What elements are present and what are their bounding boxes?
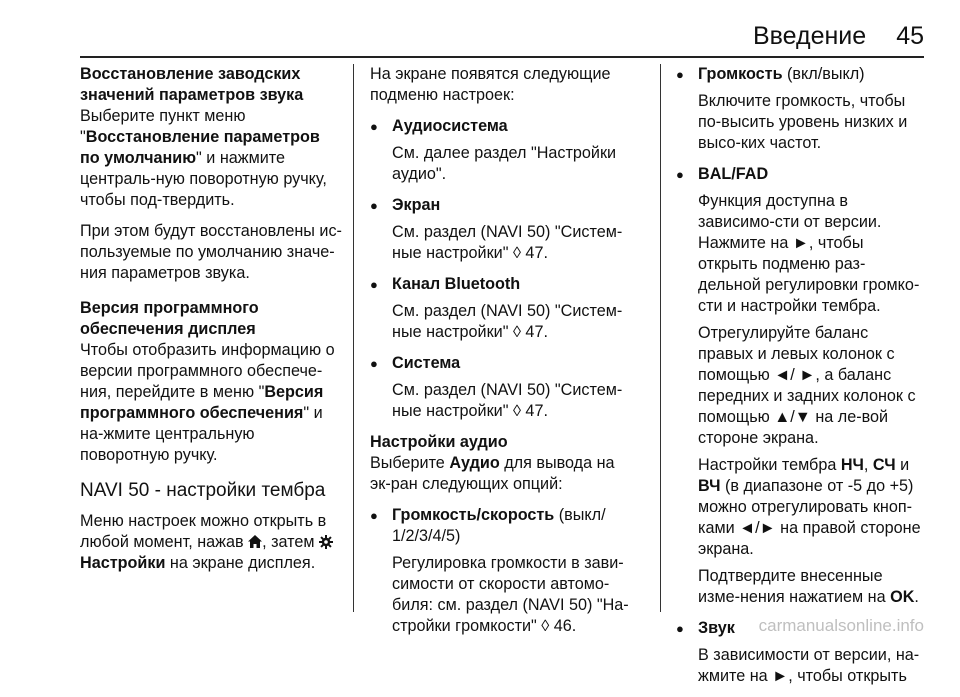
list-item-title: ● Экран bbox=[392, 196, 441, 214]
paragraph bbox=[370, 453, 632, 495]
section-heading-software-version: Версия программного обеспечения дисплея bbox=[80, 299, 259, 338]
paragraph: При этом будут восстановлены ис-пользуемые по умолчанию значе-ния параметров звука. bbox=[80, 222, 342, 282]
list-item-title: ● Звук bbox=[698, 619, 735, 637]
text-run: " и на-жмите центральную поворотную ручку. bbox=[80, 404, 323, 464]
text-run: Подтвердите внесенные изме-нения нажатием на bbox=[698, 567, 891, 606]
text-run: " и нажмите централь-ную поворотную ручку, чтобы под-твердить. bbox=[80, 149, 327, 209]
header-title: Введение bbox=[752, 22, 867, 50]
list-item-title-text: Громкость bbox=[698, 65, 783, 83]
text-run: Выберите пункт меню " bbox=[80, 107, 246, 146]
menu-item-ref: Настройки bbox=[80, 554, 166, 572]
section-heading-factory-sound: Восстановление заводских значений параметров звука bbox=[80, 65, 304, 104]
list-item-text: См. далее раздел "Настройки аудио". bbox=[392, 144, 617, 183]
menu-item-ref: Аудио bbox=[449, 454, 500, 472]
gear-icon bbox=[319, 533, 333, 551]
page-number: 45 bbox=[896, 22, 924, 50]
text-run: , затем bbox=[262, 533, 320, 551]
menu-item-ref: Восстановление параметров по умолчанию bbox=[80, 128, 320, 167]
list-item bbox=[370, 195, 632, 264]
text-run: (выкл/ 1/2/3/4/5) bbox=[392, 506, 606, 545]
list-item-text: Регулировка громкости в зави-симости от скорости автомо-биля: см. раздел (NAVI 50) "На-стройки громкости" ◊ 46. bbox=[392, 554, 629, 635]
list-item-text: См. раздел (NAVI 50) "Систем-ные настройки" ◊ 47. bbox=[392, 302, 623, 341]
list-item-title: ● Канал Bluetooth bbox=[392, 275, 521, 293]
header-rule bbox=[80, 56, 924, 58]
text-run: Выберите bbox=[370, 454, 450, 472]
ok-label: OK bbox=[890, 588, 915, 606]
text-run: (в диапазоне от -5 до +5) можно отрегулировать кноп-ками ◄/► на правой стороне экрана. bbox=[698, 477, 921, 558]
paragraph bbox=[80, 340, 342, 466]
watermark: carmanualsonline.info bbox=[758, 616, 924, 635]
list-item-text: Включите громкость, чтобы по-высить уровень низких и высо-ких частот. bbox=[698, 92, 908, 152]
text-run: Настройки тембра bbox=[698, 456, 841, 474]
column-divider-2 bbox=[660, 64, 661, 612]
list-item-text: В зависимости от версии, на-жмите на ►, чтобы открыть bbox=[698, 646, 920, 685]
list-item bbox=[676, 164, 926, 608]
mid-label: СЧ bbox=[872, 456, 896, 474]
home-icon bbox=[248, 533, 262, 551]
list-item-text: Функция доступна в зависимо-сти от версии. Нажмите на ►, чтобы открыть подменю раз-дельной регулировки громко-сти и настройки тембра. bbox=[698, 192, 920, 315]
list-item-text: См. раздел (NAVI 50) "Систем-ные настройки" ◊ 47. bbox=[392, 381, 623, 420]
list-item bbox=[370, 505, 632, 637]
column-2 bbox=[370, 64, 632, 647]
section-heading-audio: Настройки аудио bbox=[370, 433, 508, 451]
list-item-text bbox=[698, 566, 926, 608]
section-heading-navi50: NAVI 50 - настройки тембра bbox=[80, 480, 326, 501]
column-3 bbox=[676, 64, 926, 697]
list-item-title: ● Система bbox=[392, 354, 461, 372]
text-run: для вывода на эк-ран следующих опций: bbox=[370, 454, 615, 493]
page-header bbox=[753, 22, 924, 51]
bass-label: НЧ bbox=[840, 456, 864, 474]
text-run: . bbox=[914, 588, 919, 606]
list-item-title-text: Громкость/скорость bbox=[392, 506, 555, 524]
list-item-text bbox=[698, 455, 926, 560]
text-run: (вкл/выкл) bbox=[782, 65, 865, 83]
list-item-text: Отрегулируйте баланс правых и левых колонок с помощью ◄/ ►, а баланс передних и задних колонок с помощью ▲/▼ на ле-вой стороне экрана. bbox=[698, 324, 916, 447]
text-run: Меню настроек можно открыть в любой момент, нажав bbox=[80, 512, 327, 551]
paragraph bbox=[80, 511, 342, 574]
column-1 bbox=[80, 64, 342, 584]
list-item bbox=[370, 353, 632, 422]
list-item-text: См. раздел (NAVI 50) "Систем-ные настройки" ◊ 47. bbox=[392, 223, 623, 262]
treble-label: ВЧ bbox=[698, 477, 721, 495]
list-item bbox=[370, 116, 632, 185]
list-item-title bbox=[698, 64, 926, 85]
list-item-title: ● BAL/FAD bbox=[698, 165, 769, 183]
list-item bbox=[370, 274, 632, 343]
column-divider-1 bbox=[353, 64, 354, 612]
paragraph bbox=[80, 106, 342, 211]
list-item-title: ● Аудиосистема bbox=[392, 117, 508, 135]
list-item bbox=[676, 64, 926, 154]
text-run: Чтобы отобразить информацию о версии программного обеспече-ния, перейдите в меню " bbox=[80, 341, 335, 401]
text-run: и bbox=[895, 456, 910, 474]
menu-item-ref: Версия программного обеспечения bbox=[80, 383, 324, 422]
list-item-title bbox=[392, 505, 632, 547]
paragraph: На экране появятся следующие подменю настроек: bbox=[370, 65, 611, 104]
text-run: , bbox=[863, 456, 873, 474]
text-run: на экране дисплея. bbox=[165, 554, 316, 572]
